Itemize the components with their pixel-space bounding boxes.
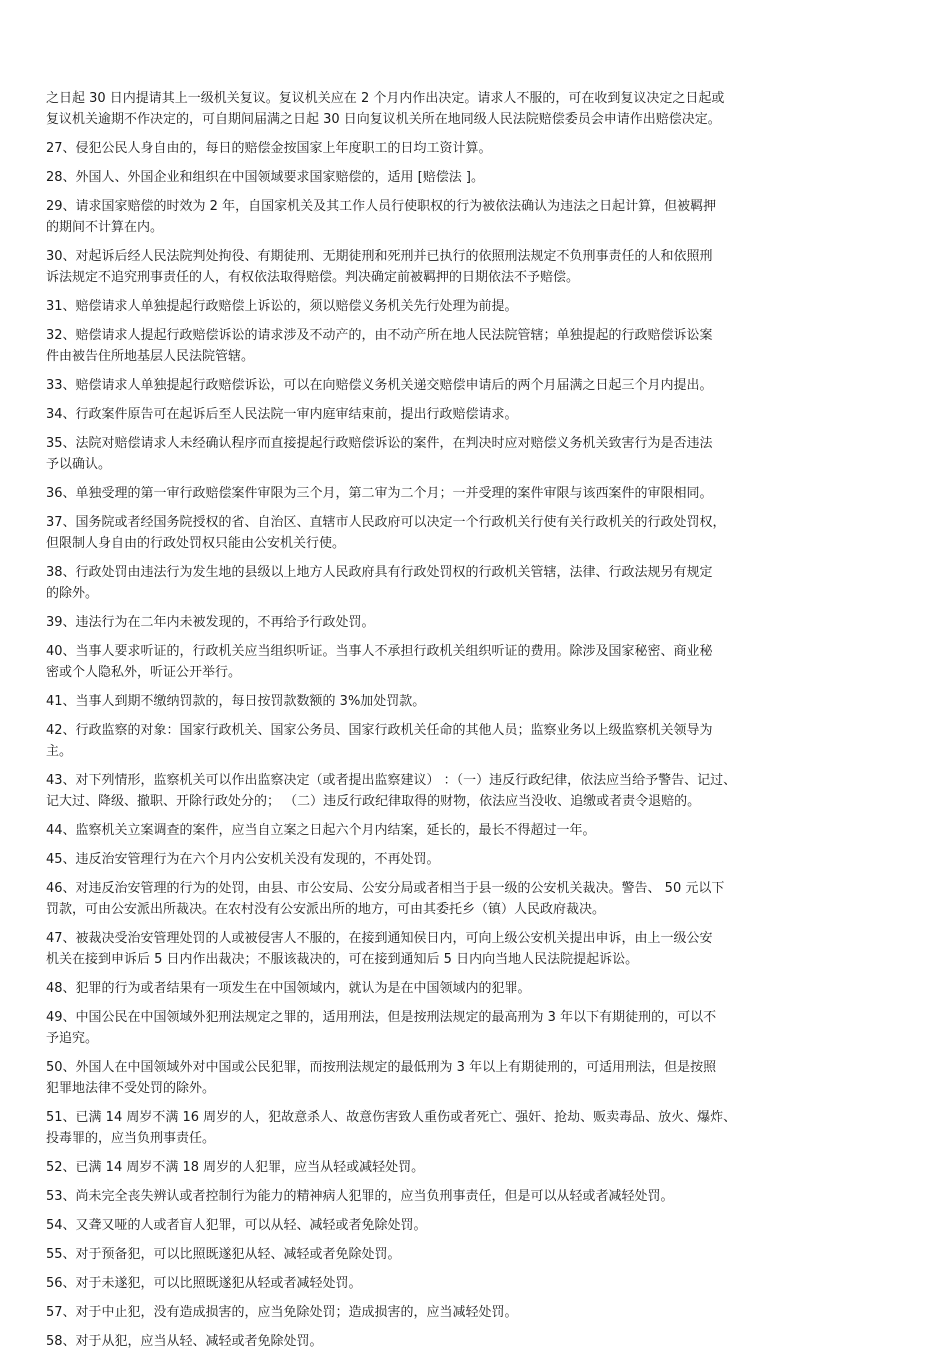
text-line: 主。: [46, 744, 73, 759]
text-line: 机关在接到申诉后 5 日内作出裁决；不服该裁决的，可在接到通知后 5 日内向当地人民法院提起诉讼。: [46, 952, 639, 967]
text-line: 的期间不计算在内。: [46, 220, 164, 235]
text-line: 之日起 30 日内提请其上一级机关复议。复议机关应在 2 个月内作出决定。请求人不服的，可在收到复议决定之日起或: [46, 91, 725, 106]
paragraph-46: [46, 878, 906, 920]
text-line: 51、已满 14 周岁不满 16 周岁的人，犯故意杀人、故意伤害致人重伤或者死亡、强奸、抢劫、贩卖毒品、放火、爆炸、: [46, 1110, 737, 1125]
paragraph-57: [46, 1302, 906, 1323]
text-line: 复议机关逾期不作决定的，可自期间届满之日起 30 日向复议机关所在地同级人民法院赔偿委员会申请作出赔偿决定。: [46, 112, 721, 127]
text-line: 件由被告住所地基层人民法院管辖。: [46, 349, 255, 364]
paragraph-42: [46, 720, 906, 762]
text-line: 55、对于预备犯，可以比照既遂犯从轻、减轻或者免除处罚。: [46, 1247, 401, 1262]
text-line: 36、单独受理的第一审行政赔偿案件审限为三个月，第二审为二个月；一并受理的案件审限与该西案件的审限相同。: [46, 486, 713, 501]
paragraph-51: [46, 1107, 906, 1149]
text-line: 30、对起诉后经人民法院判处拘役、有期徒刑、无期徒刑和死刑并已执行的依照刑法规定不负刑事责任的人和依照刑: [46, 249, 713, 264]
paragraph-54: [46, 1215, 906, 1236]
paragraph-39: [46, 612, 906, 633]
paragraph-29: [46, 196, 906, 238]
paragraph-58: [46, 1331, 906, 1352]
text-line: 予追究。: [46, 1031, 99, 1046]
document-body: [46, 88, 906, 1360]
paragraph-28: [46, 167, 906, 188]
paragraph-34: [46, 404, 906, 425]
text-line: 28、外国人、外国企业和组织在中国领域要求国家赔偿的，适用 [赔偿法 ]。: [46, 170, 484, 185]
text-line: 的除外。: [46, 586, 99, 601]
paragraph-41: [46, 691, 906, 712]
text-line: 42、行政监察的对象：国家行政机关、国家公务员、国家行政机关任命的其他人员；监察业务以上级监察机关领导为: [46, 723, 713, 738]
text-line: 35、法院对赔偿请求人未经确认程序而直接提起行政赔偿诉讼的案件，在判决时应对赔偿义务机关致害行为是否违法: [46, 436, 713, 451]
paragraph-26-continued: [46, 88, 906, 130]
paragraph-53: [46, 1186, 906, 1207]
text-line: 57、对于中止犯，没有造成损害的，应当免除处罚；造成损害的，应当减轻处罚。: [46, 1305, 518, 1320]
text-line: 40、当事人要求听证的，行政机关应当组织听证。当事人不承担行政机关组织听证的费用。除涉及国家秘密、商业秘: [46, 644, 713, 659]
paragraph-43: [46, 770, 906, 812]
paragraph-31: [46, 296, 906, 317]
text-line: 41、当事人到期不缴纳罚款的，每日按罚款数额的 3%加处罚款。: [46, 694, 426, 709]
text-line: 予以确认。: [46, 457, 112, 472]
paragraph-56: [46, 1273, 906, 1294]
paragraph-45: [46, 849, 906, 870]
paragraph-52: [46, 1157, 906, 1178]
paragraph-38: [46, 562, 906, 604]
text-line: 罚款，可由公安派出所裁决。在农村没有公安派出所的地方，可由其委托乡（镇）人民政府裁决。: [46, 902, 606, 917]
paragraph-40: [46, 641, 906, 683]
text-line: 39、违法行为在二年内未被发现的，不再给予行政处罚。: [46, 615, 375, 630]
text-line: 34、行政案件原告可在起诉后至人民法院一审内庭审结束前，提出行政赔偿请求。: [46, 407, 518, 422]
text-line: 43、对下列情形，监察机关可以作出监察决定（或者提出监察建议） ：（一）违反行政纪律，依法应当给予警告、记过、: [46, 773, 737, 788]
paragraph-44: [46, 820, 906, 841]
text-line: 53、尚未完全丧失辨认或者控制行为能力的精神病人犯罪的，应当负刑事责任，但是可以从轻或者减轻处罚。: [46, 1189, 674, 1204]
text-line: 54、又聋又哑的人或者盲人犯罪，可以从轻、减轻或者免除处罚。: [46, 1218, 427, 1233]
paragraph-50: [46, 1057, 906, 1099]
text-line: 50、外国人在中国领域外对中国或公民犯罪，而按刑法规定的最低刑为 3 年以上有期徒刑的，可适用刑法，但是按照: [46, 1060, 717, 1075]
text-line: 49、中国公民在中国领域外犯刑法规定之罪的，适用刑法，但是按刑法规定的最高刑为 3 年以下有期徒刑的，可以不: [46, 1010, 717, 1025]
paragraph-48: [46, 978, 906, 999]
text-line: 诉法规定不追究刑事责任的人，有权依法取得赔偿。判决确定前被羁押的日期依法不予赔偿。: [46, 270, 580, 285]
text-line: 47、被裁决受治安管理处罚的人或被侵害人不服的，在接到通知侯日内，可向上级公安机关提出申诉，由上一级公安: [46, 931, 713, 946]
paragraph-32: [46, 325, 906, 367]
text-line: 31、赔偿请求人单独提起行政赔偿上诉讼的，须以赔偿义务机关先行处理为前提。: [46, 299, 518, 314]
text-line: 56、对于未遂犯，可以比照既遂犯从轻或者减轻处罚。: [46, 1276, 362, 1291]
text-line: 29、请求国家赔偿的时效为 2 年，自国家机关及其工作人员行使职权的行为被依法确认为违法之日起计算，但被羁押: [46, 199, 717, 214]
paragraph-49: [46, 1007, 906, 1049]
paragraph-47: [46, 928, 906, 970]
text-line: 犯罪地法律不受处罚的除外。: [46, 1081, 216, 1096]
text-line: 44、监察机关立案调查的案件，应当自立案之日起六个月内结案，延长的，最长不得超过一年。: [46, 823, 596, 838]
text-line: 但限制人身自由的行政处罚权只能由公安机关行使。: [46, 536, 346, 551]
text-line: 密或个人隐私外，听证公开举行。: [46, 665, 242, 680]
text-line: 记大过、降级、撤职、开除行政处分的； （二）违反行政纪律取得的财物，依法应当没收、追缴或者责令退赔的。: [46, 794, 701, 809]
text-line: 投毒罪的，应当负刑事责任。: [46, 1131, 216, 1146]
text-line: 45、违反治安管理行为在六个月内公安机关没有发现的，不再处罚。: [46, 852, 440, 867]
text-line: 33、赔偿请求人单独提起行政赔偿诉讼，可以在向赔偿义务机关递交赔偿申请后的两个月届满之日起三个月内提出。: [46, 378, 713, 393]
text-line: 46、对违反治安管理的行为的处罚，由县、市公安局、公安分局或者相当于县一级的公安机关裁决。警告、 50 元以下: [46, 881, 725, 896]
paragraph-27: [46, 138, 906, 159]
paragraph-37: [46, 512, 906, 554]
paragraph-36: [46, 483, 906, 504]
text-line: 37、国务院或者经国务院授权的省、自治区、直辖市人民政府可以决定一个行政机关行使有关行政机关的行政处罚权，: [46, 515, 726, 530]
paragraph-30: [46, 246, 906, 288]
text-line: 38、行政处罚由违法行为发生地的县级以上地方人民政府具有行政处罚权的行政机关管辖，法律、行政法规另有规定: [46, 565, 713, 580]
paragraph-35: [46, 433, 906, 475]
text-line: 52、已满 14 周岁不满 18 周岁的人犯罪，应当从轻或减轻处罚。: [46, 1160, 425, 1175]
text-line: 58、对于从犯，应当从轻、减轻或者免除处罚。: [46, 1334, 323, 1349]
text-line: 32、赔偿请求人提起行政赔偿诉讼的请求涉及不动产的，由不动产所在地人民法院管辖；单独提起的行政赔偿诉讼案: [46, 328, 713, 343]
text-line: 48、犯罪的行为或者结果有一项发生在中国领域内，就认为是在中国领域内的犯罪。: [46, 981, 531, 996]
paragraph-33: [46, 375, 906, 396]
text-line: 27、侵犯公民人身自由的，每日的赔偿金按国家上年度职工的日均工资计算。: [46, 141, 492, 156]
paragraph-55: [46, 1244, 906, 1265]
